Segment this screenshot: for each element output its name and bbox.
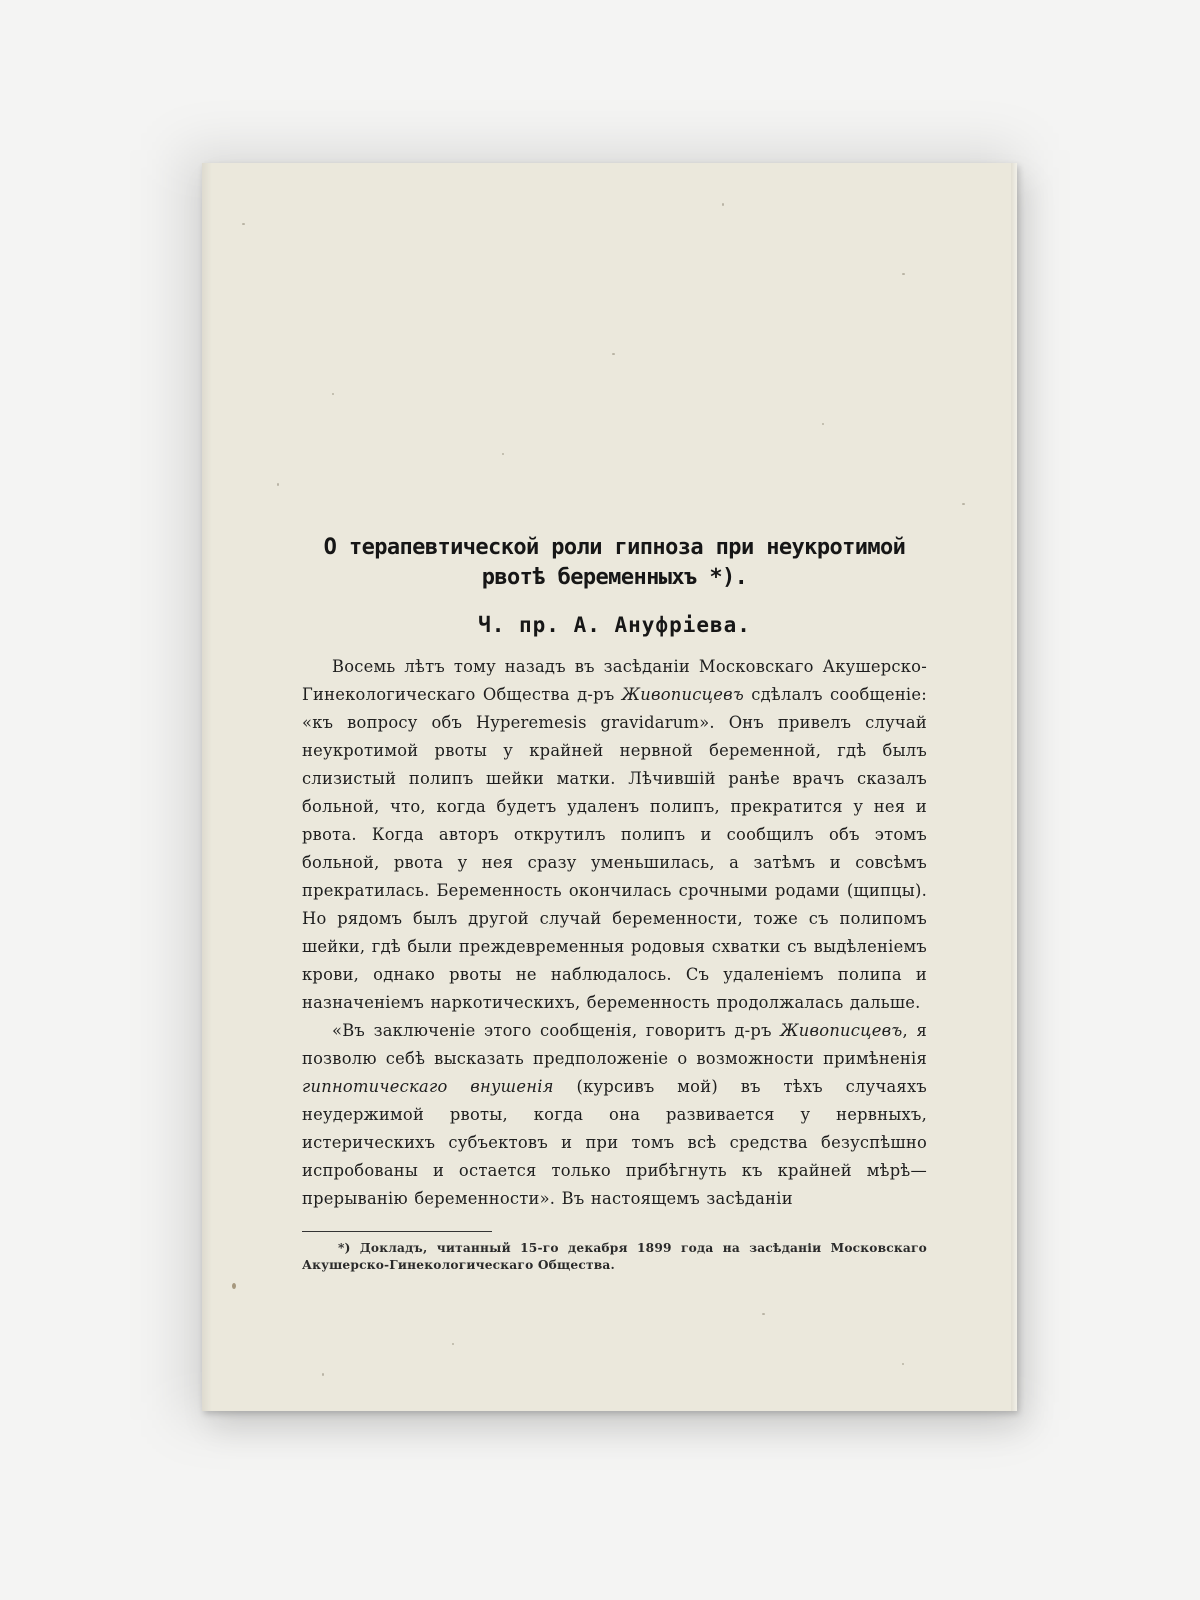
book-edge — [1011, 163, 1017, 1411]
article-author: Ч. пр. А. Ануфріева. — [478, 613, 751, 637]
book-spine — [202, 163, 212, 1411]
paper-speck — [902, 1363, 904, 1365]
paragraph-text: «Въ заключеніе этого сообщенія, говоритъ д-ръ — [332, 1021, 781, 1040]
italic-phrase: гипнотическаго внушенія — [302, 1077, 554, 1096]
paper-speck — [332, 393, 334, 395]
italic-name: Живописцевъ — [780, 1021, 903, 1040]
paragraph-text: , я позволю себѣ высказать предположеніе о возможности примѣненія — [302, 1021, 927, 1068]
paper-speck — [612, 353, 615, 355]
paper-speck — [822, 423, 824, 425]
body-paragraph — [302, 653, 927, 1017]
paper-speck — [232, 1283, 236, 1289]
paper-speck — [762, 1313, 765, 1315]
book-page — [202, 163, 1017, 1411]
paper-speck — [502, 453, 504, 455]
paragraph-text: Восемь лѣтъ тому назадъ въ засѣданіи Московскаго Акушерско-Гинекологическаго Общества д-ръ — [302, 657, 927, 704]
footnote: *) Докладъ, читанный 15-го декабря 1899 года на засѣданіи Московскаго Акушерско-Гинекологическаго Общества. — [302, 1241, 927, 1272]
paper-speck — [242, 223, 245, 225]
paper-speck — [722, 203, 724, 206]
paper-speck — [452, 1343, 454, 1345]
italic-name: Живописцевъ — [621, 685, 744, 704]
footnote-divider — [302, 1231, 492, 1232]
paragraph-text: (курсивъ мой) въ тѣхъ случаяхъ неудержимой рвоты, когда она развивается у нервныхъ, истерическихъ субъектовъ и при томъ всѣ средства безуспѣшно испробованы и остается только прибѣгнуть къ крайней мѣрѣ—прерыванію беременности». Въ настоящемъ засѣданіи — [302, 1077, 927, 1208]
article-content — [302, 533, 927, 1274]
paper-speck — [962, 503, 965, 505]
article-title: О терапевтической роли гипноза при неукротимой рвотѣ беременныхъ *). — [323, 535, 906, 590]
body-paragraph — [302, 1017, 927, 1213]
paragraph-text: сдѣлалъ сообщеніе: «къ вопросу объ Hyperemesis gravidarum». Онъ привелъ случай неукротимой рвоты у крайней нервной беременной, гдѣ былъ слизистый полипъ шейки матки. Лѣчившій ранѣе врачъ сказалъ больной, что, когда будетъ удаленъ полипъ, прекратится у нея и рвота. Когда авторъ открутилъ полипъ и сообщилъ объ этомъ больной, рвота у нея сразу уменьшилась, а затѣмъ и совсѣмъ прекратилась. Беременность окончилась срочными родами (щипцы). Но рядомъ былъ другой случай беременности, тоже съ полипомъ шейки, гдѣ были преждевременныя родовыя схватки съ выдѣленіемъ крови, однако рвоты не наблюдалось. Съ удаленіемъ полипа и назначеніемъ наркотическихъ, беременность продолжалась дальше. — [302, 685, 928, 1012]
paper-speck — [902, 273, 905, 275]
paper-speck — [277, 483, 279, 486]
paper-speck — [322, 1373, 324, 1376]
